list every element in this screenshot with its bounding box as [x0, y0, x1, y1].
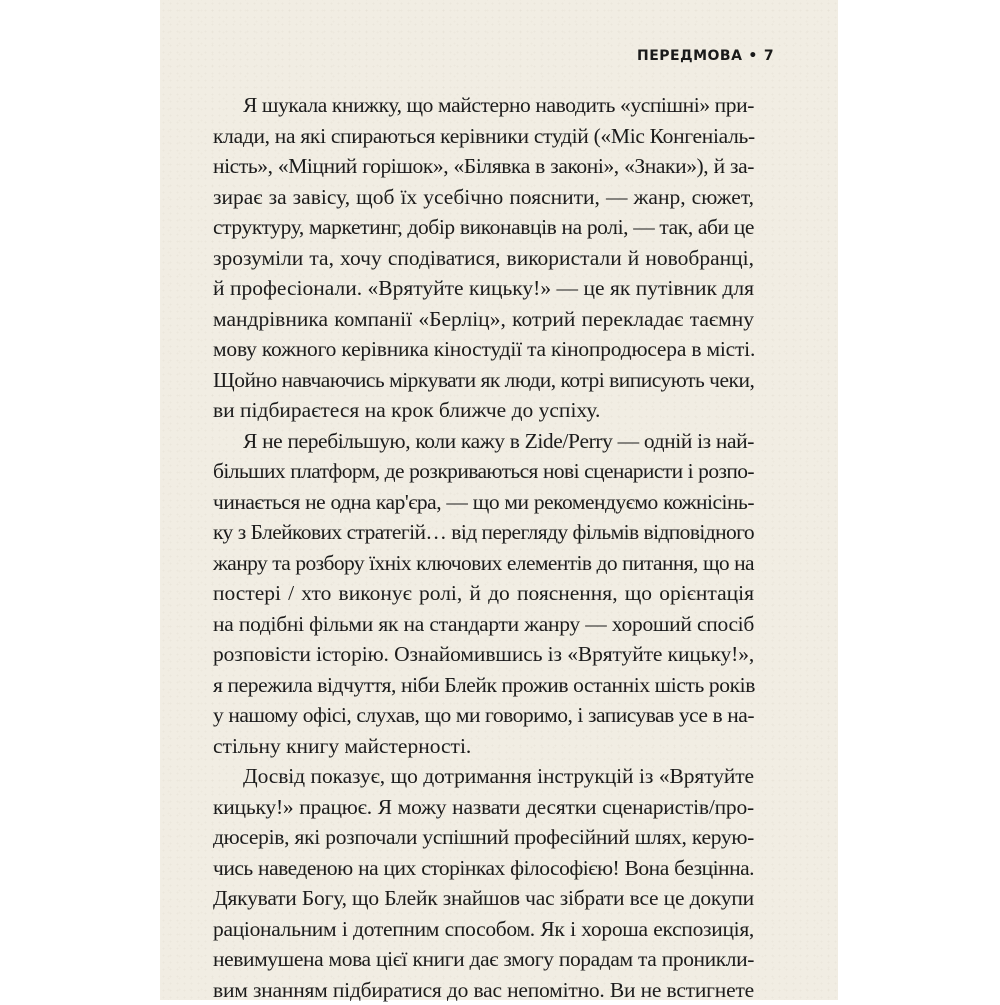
- paragraph-3: [213, 761, 754, 1005]
- text-line: розповісти історію. Ознайомившись із «Врятуйте кицьку!»,: [213, 639, 754, 670]
- text-line: ку з Блейкових стратегій… від перегляду фільмів відповідного: [213, 517, 754, 548]
- text-line: Я шукала книжку, що майстерно наводить «успішні» при-: [213, 90, 754, 121]
- text-line: чинається не одна кар'єра, — що ми рекомендуємо кожнісінь-: [213, 487, 754, 518]
- text-line: невимушена мова цієї книги дає змогу порадам та проникли-: [213, 944, 754, 975]
- text-line: структуру, маркетинг, добір виконавців на ролі, — так, аби це: [213, 212, 754, 243]
- text-line: жанру та розбору їхніх ключових елементів до питання, що на: [213, 548, 754, 579]
- text-line: я пережила відчуття, ніби Блейк прожив останніх шість років: [213, 670, 754, 701]
- text-line: на подібні фільми як на стандарти жанру — хороший спосіб: [213, 609, 754, 640]
- running-head: [637, 48, 774, 64]
- running-head-section: ПЕРЕДМОВА: [637, 48, 742, 64]
- text-line: зрозуміли та, хочу сподіватися, використали й новобранці,: [213, 243, 754, 274]
- text-line: й професіонали. «Врятуйте кицьку!» — це як путівник для: [213, 273, 754, 304]
- text-line: ви підбираєтеся на крок ближче до успіху.: [213, 395, 754, 426]
- text-line: Я не перебільшую, коли кажу в Zide/Perry — одній із най-: [213, 426, 754, 457]
- text-line: кицьку!» працює. Я можу назвати десятки сценаристів/про-: [213, 792, 754, 823]
- text-line: зирає за завісу, щоб їх усебічно пояснити, — жанр, сюжет,: [213, 182, 754, 213]
- text-line: раціональним і дотепним способом. Як і хороша експозиція,: [213, 914, 754, 945]
- text-line: мандрівника компанії «Берліц», котрий перекладає таємну: [213, 304, 754, 335]
- text-line: вим знанням підбиратися до вас непомітно. Ви не встигнете: [213, 975, 754, 1005]
- page-number: 7: [764, 48, 774, 64]
- text-line: Дякувати Богу, що Блейк знайшов час зібрати все це докупи: [213, 883, 754, 914]
- text-line: у нашому офісі, слухав, що ми говоримо, і записував усе в на-: [213, 700, 754, 731]
- text-line: постері / хто виконує ролі, й до пояснення, що орієнтація: [213, 578, 754, 609]
- text-line: Щойно навчаючись міркувати як люди, котрі виписують чеки,: [213, 365, 754, 396]
- text-line: мову кожного керівника кіностудії та кінопродюсера в місті.: [213, 334, 754, 365]
- paragraph-2: [213, 426, 754, 762]
- text-line: Досвід показує, що дотримання інструкцій із «Врятуйте: [213, 761, 754, 792]
- text-line: дюсерів, які розпочали успішний професійний шлях, керую-: [213, 822, 754, 853]
- text-line: клади, на які спираються керівники студій («Міс Конгеніаль-: [213, 121, 754, 152]
- running-head-separator: •: [748, 48, 757, 64]
- paragraph-1: [213, 90, 754, 426]
- text-line: більших платформ, де розкриваються нові сценаристи і розпо-: [213, 456, 754, 487]
- text-line: стільну книгу майстерності.: [213, 731, 754, 762]
- body-text: [213, 90, 754, 1005]
- text-line: чись наведеною на цих сторінках філософією! Вона безцінна.: [213, 853, 754, 884]
- text-line: ність», «Міцний горішок», «Білявка в законі», «Знаки»), й за-: [213, 151, 754, 182]
